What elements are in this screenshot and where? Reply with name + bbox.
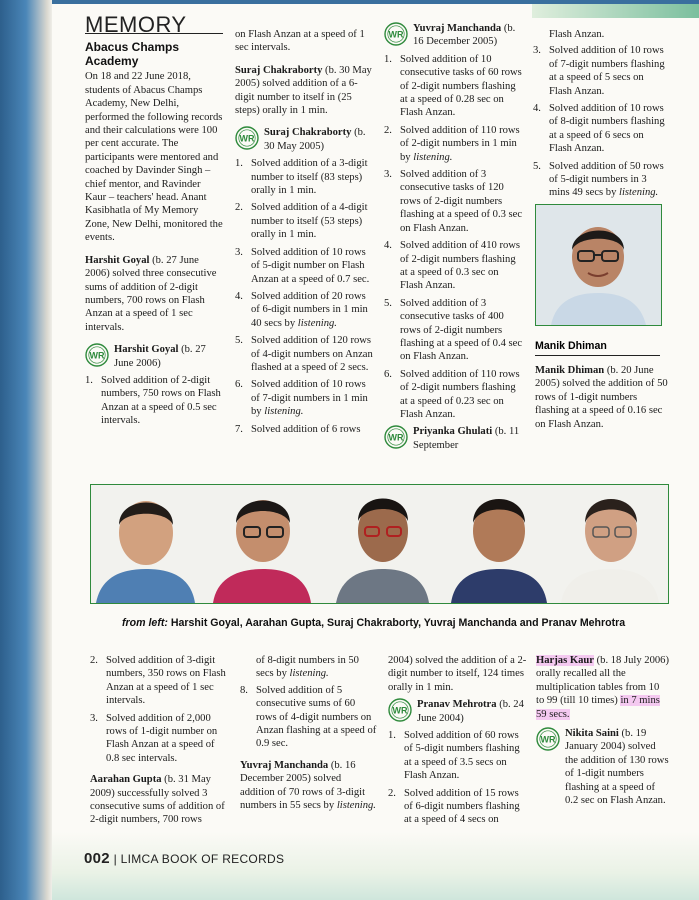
top-color-bar	[532, 4, 699, 18]
page-number: 002	[84, 850, 110, 867]
record-holder-name: Aarahan Gupta	[90, 774, 162, 786]
record-item: 5. Solved addition of 3 consecutive tasks of 400 rows of 2-digit numbers flashing at a speed of 0.4 sec on Flash Anzan.	[384, 297, 523, 363]
record-item: 2. Solved addition of 110 rows of 2-digit numbers in 1 min by listening.	[384, 124, 520, 163]
record-holder-name: Manik Dhiman	[535, 365, 605, 376]
svg-text:WR: WR	[239, 133, 255, 144]
column-2	[235, 28, 375, 440]
wr-entry	[384, 425, 524, 452]
record-text: (b. 30 May 2005) solved addition of a 6-digit number to itself in (25 steps) orally in 1 min.	[235, 64, 372, 117]
book-spine	[0, 0, 52, 900]
harshit-paragraph	[85, 254, 223, 334]
wr-dob: (b. 27 June 2006)	[114, 344, 206, 369]
highlighted-text: in 7 mins 59 secs.	[536, 695, 660, 720]
world-record-badge-icon	[85, 343, 109, 367]
svg-text:WR: WR	[392, 705, 408, 716]
svg-text:WR: WR	[388, 29, 404, 40]
harjas-paragraph	[536, 654, 670, 721]
record-item: 8. Solved addition of 5 consecutive sums of 60 rows of 4-digit numbers on Anzan flashing at a speed of 0.9 sec.	[240, 684, 377, 750]
record-item: 4. Solved addition of 10 rows of 8-digit numbers flashing at a speed of 6 secs on Flash Anzan.	[533, 103, 665, 155]
photo-label: Manik Dhiman	[535, 340, 660, 356]
record-holder-name: Yuvraj Manchanda	[240, 759, 329, 771]
wr-name: Nikita Saini	[565, 728, 619, 740]
record-holder-name: Harjas Kaur	[536, 655, 594, 666]
wr-holder	[413, 425, 524, 452]
record-list	[388, 729, 528, 827]
continued-text: 2004) solved the addition of a 2-digit number to itself, 124 times orally in 1 min.	[388, 655, 527, 693]
record-item: 3. Solved addition of 10 rows of 5-digit number on Flash Anzan at a speed of 0.7 sec.	[235, 246, 370, 285]
record-list	[85, 374, 223, 428]
record-item: 4. Solved addition of 20 rows of 6-digit numbers in 1 min 40 secs by listening.	[235, 290, 368, 329]
photo-caption	[122, 616, 642, 630]
column-3	[384, 22, 524, 456]
record-text: (b. 27 June 2006) solved three consecutive sums of addition of 2-digit numbers, 700 rows on Flash Anzan at a speed of 1 sec intervals.	[85, 254, 217, 333]
record-text: (b. 18 July 2006) orally recalled all the multiplication tables from 10 to 99 (till 10 times)	[536, 655, 670, 707]
world-record-badge-icon	[384, 425, 408, 449]
record-list	[533, 44, 667, 199]
wr-name: Harshit Goyal	[114, 344, 179, 356]
bottom-column-4	[536, 654, 670, 811]
record-text: (b. 31 May 2009) successfully solved 3 consecutive sums of addition of 2-digit numbers, 700 rows	[90, 774, 225, 826]
portrait-image	[536, 205, 661, 325]
wr-dob: (b. 19 January 2004) solved the addition of 130 rows of 1-digit numbers flashing at a speed of 0.2 sec on Flash Anzan.	[565, 728, 669, 807]
record-item: 6. Solved addition of 10 rows of 7-digit numbers in 1 min by listening.	[235, 379, 368, 418]
record-text: (b. 16 December 2005) solved addition of 70 rows of 3-digit numbers in 55 secs by	[240, 759, 366, 812]
wr-dob: (b. 30 May 2005)	[264, 127, 366, 152]
record-item: 6. Solved addition of 110 rows of 2-digit numbers flashing at a speed of 0.23 sec on Flash Anzan.	[384, 368, 520, 420]
wr-holder	[565, 727, 670, 807]
record-item: 5. Solved addition of 50 rows of 5-digit numbers in 3 mins 49 secs by listening.	[533, 160, 664, 199]
wr-holder	[264, 126, 375, 153]
wr-name: Priyanka Ghulati	[413, 426, 493, 438]
record-item: 1. Solved addition of a 3-digit number to itself (83 steps) orally in 1 min.	[235, 158, 368, 197]
wr-entry	[235, 126, 375, 153]
caption-names: Harshit Goyal, Aarahan Gupta, Suraj Chakraborty, Yuvraj Manchanda and Pranav Mehrotra	[167, 617, 626, 629]
manik-dhiman-photo	[535, 204, 662, 326]
wr-name: Yuvraj Manchanda	[413, 23, 502, 34]
record-item: 7. Solved addition of 6 rows	[235, 423, 361, 435]
record-holder-name: Harshit Goyal	[85, 254, 150, 266]
svg-text:WR: WR	[388, 432, 404, 443]
book-title: LIMCA BOOK OF RECORDS	[120, 852, 285, 866]
world-record-badge-icon	[536, 727, 560, 751]
record-item: 1. Solved addition of 2-digit numbers, 750 rows on Flash Anzan at a speed of 0.5 sec intervals.	[85, 374, 221, 427]
record-list	[235, 157, 375, 436]
record-list	[384, 53, 524, 422]
aarahan-paragraph	[90, 773, 228, 827]
manik-paragraph	[535, 364, 669, 440]
suraj-paragraph	[235, 64, 375, 118]
academy-heading: Abacus Champs Academy	[85, 40, 180, 69]
bottom-column-2	[240, 654, 378, 821]
wr-entry	[85, 343, 223, 370]
bottom-column-3	[388, 654, 528, 831]
record-item: 2. Solved addition of 3-digit numbers, 350 rows on Flash Anzan at a speed of 1 sec intervals.	[90, 655, 226, 707]
wr-entry	[384, 22, 524, 49]
record-item: 2. Solved addition of a 4-digit number to itself (53 steps) orally in 1 min.	[235, 202, 368, 241]
wr-name: Pranav Mehrotra	[417, 699, 497, 711]
record-item: 3. Solved addition of 2,000 rows of 1-digit number on Flash Anzan at a speed of 0.8 sec intervals.	[90, 712, 218, 764]
record-holder-name: Suraj Chakraborty	[235, 64, 323, 76]
column-1	[85, 12, 223, 432]
yuvraj-paragraph: Yuvraj Manchanda (b. 16 December 2005) solved addition of 70 rows of 3-digit numbers in 55 secs by listening.	[240, 759, 376, 812]
world-record-badge-icon	[384, 22, 408, 46]
wr-entry	[536, 727, 670, 807]
section-title: MEMORY	[85, 18, 223, 34]
record-list	[90, 654, 228, 765]
world-record-badge-icon	[388, 698, 412, 722]
group-photo	[90, 484, 669, 604]
group-photo-image	[91, 485, 668, 603]
badge-label: WR	[89, 350, 105, 361]
record-text: (b. 20 June 2005) solved the addition of 50 rows of 1-digit numbers flashing at a speed of 0.16 sec on Flash Anzan.	[535, 365, 668, 430]
wr-dob: (b. 24 June 2004)	[417, 699, 524, 724]
wr-dob: (b. 11 September	[413, 426, 520, 451]
caption-lead: from left:	[122, 617, 168, 629]
record-item: 5. Solved addition of 120 rows of 4-digit numbers on Anzan flashed at a speed of 2 secs.	[235, 335, 373, 373]
record-item: 2. Solved addition of 15 rows of 6-digit numbers flashing at a speed of 4 secs on	[388, 787, 520, 826]
record-item: 3. Solved addition of 3 consecutive tasks of 120 rows of 2-digit numbers flashing at a speed of 0.3 sec on Flash Anzan.	[384, 169, 523, 234]
record-item: 1. Solved addition of 60 rows of 5-digit numbers flashing at a speed of 3.5 secs on Flash Anzan.	[388, 730, 520, 782]
column-4	[533, 28, 667, 204]
intro-paragraph: On 18 and 22 June 2018, students of Abacus Champs Academy, New Delhi, performed the following records and their calculations were 100 per cent accurate. The participants were mentored and coached by Davinder Singh – chief mentor, and Ravinder Kaur – teachers' head. Anant Kasibhatla of My Memory Zone, New Delhi, monitored the events.	[85, 71, 223, 244]
svg-text:WR: WR	[540, 734, 556, 745]
bottom-column-1	[90, 654, 228, 836]
world-record-badge-icon	[235, 126, 259, 150]
record-item: 1. Solved addition of 10 consecutive tasks of 60 rows of 2-digit numbers flashing at a speed of 0.28 sec on Flash Anzan.	[384, 53, 522, 119]
continued-text: Flash Anzan.	[549, 29, 605, 40]
page-footer	[84, 850, 284, 867]
wr-entry	[388, 698, 528, 725]
wr-dob: (b. 16 December 2005)	[413, 23, 516, 48]
book-page	[52, 4, 699, 900]
wr-holder	[114, 343, 223, 370]
wr-name: Suraj Chakraborty	[264, 127, 352, 139]
record-item: 4. Solved addition of 410 rows of 2-digit numbers flashing at a speed of 0.3 sec on Flash Anzan.	[384, 240, 521, 292]
wr-holder	[413, 22, 524, 49]
footer-separator: |	[113, 852, 117, 866]
record-list	[240, 684, 378, 751]
continued-text: of 8-digit numbers in 50 secs by listening.	[256, 655, 359, 680]
wr-holder	[417, 698, 528, 725]
continued-text: on Flash Anzan at a speed of 1 sec intervals.	[235, 29, 365, 54]
record-item: 3. Solved addition of 10 rows of 7-digit numbers flashing at a speed of 5 secs on Flash Anzan.	[533, 45, 665, 97]
